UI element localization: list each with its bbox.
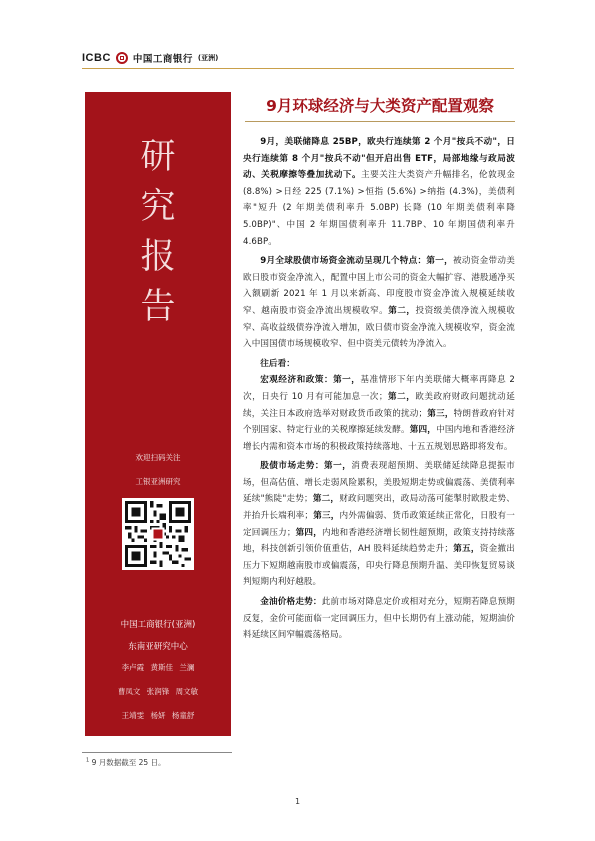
flows-second-lead: 第二， [388, 305, 416, 316]
summary-lead: 9月，美联储降息 25BP，欧央行连续第 2 个月"按兵不动"，日央行连续第 8 个月"按兵不动"但开启出售 ETF，局部地缘与政局波动、关税摩擦等叠加扰动下。 [243, 137, 515, 181]
macro-text-2: 欧美政府财政问题扰动延续，关注日本政府选举对财政货币政策的扰动； [243, 391, 515, 419]
authors-row: 曹凤文 张润锋 周文敏 [117, 687, 199, 696]
paragraph-macro [243, 372, 515, 455]
footnote-mark: 1 [86, 757, 90, 764]
paragraph-markets [243, 458, 515, 591]
markets-lead: 股债市场走势：第一， [260, 461, 352, 472]
macro-text-3: 特朗普政府针对个别国家、特定行业的关税摩擦延续发酵。 [243, 408, 515, 436]
footnote-text: 9 月数据截至 25 日。 [91, 758, 166, 767]
qr-code-icon [125, 501, 191, 567]
macro-third-lead: 第三， [427, 408, 454, 419]
report-title: 9月环球经济与大类资产配置观察 [266, 97, 494, 115]
macro-fourth-lead: 第四， [409, 425, 437, 436]
commodities-text: 此前市场对降息定价或相对充分，短期若降息预期反复，金价可能面临一定回调压力，但中长期仍有上涨动能，短期油价料延续区间窄幅震荡格局。 [243, 597, 515, 641]
scan-caption-2: 工银亚洲研究 [135, 477, 181, 486]
header-divider [82, 68, 514, 69]
authors-row: 李卢霞 黄斯佳 兰澜 [121, 663, 195, 672]
sidebar-char: 研 [140, 137, 176, 177]
sidebar [85, 92, 231, 736]
paragraph-flows [243, 253, 515, 353]
sidebar-vertical-title [85, 132, 231, 332]
page-number: 1 [294, 797, 301, 806]
paragraph-commodities [243, 594, 515, 644]
markets-third-lead: 第三， [313, 511, 340, 522]
macro-second-lead: 第二， [387, 391, 416, 402]
scan-caption-1: 欢迎扫码关注 [135, 453, 181, 462]
flows-text-1: 被动资金带动美欧日股市资金净流入，配置中国上市公司的资金大幅扩容、港股通净买入额刷新 2021 年 1 月以来新高、印度股市资金净流入规模延续收窄、越南股市资金净流出规模收窄。 [243, 256, 515, 316]
macro-text-4: 中国内地和香港经济增长内需和资本市场的积极政策持续落地、十五五规划思路即将发布。 [243, 425, 515, 452]
markets-text-2: 财政问题突出，政局动荡可能掣肘欧股走势、并抬升长端利率； [243, 494, 515, 522]
markets-fourth-lead: 第四， [295, 527, 322, 538]
sidebar-char: 告 [140, 287, 176, 327]
sidebar-char: 报 [140, 237, 176, 277]
macro-lead: 宏观经济和政策：第一， [260, 375, 361, 386]
icbc-emblem-icon [116, 52, 128, 64]
title-divider [245, 121, 515, 122]
commodities-lead: 金油价格走势： [260, 597, 322, 608]
markets-text-4: 内地和香港经济增长韧性超预期，政策支持持续落地，科技创新引领价值重估，AH 股料延续趋势走升； [243, 527, 515, 555]
authors-row: 王靖雯 杨妍 杨童舒 [121, 711, 195, 720]
logo-en: ICBC [82, 52, 111, 64]
sidebar-char: 究 [140, 187, 176, 227]
flows-text-2: 投资级美债净流入规模收窄、高收益级债券净流入增加，欧日债市资金净流入规模收窄，资金流入中国国债市场规模收窄、但中资美元债转为净流入。 [243, 305, 515, 350]
qr-code[interactable] [122, 498, 194, 570]
summary-text: 主要关注大类资产升幅排名，伦敦现金 (8.8%) >日经 225 (7.1%) >恒指 (5.6%) >纳指 (4.3%)，美债利率"短升 (2 年期美债利率升 5.0BP) 长降 (10 年期美债利率降 5.0BP)"、中国 2 年期国债利率升 11.7BP、10 年期国债利率升 4.6BP。 [243, 170, 515, 247]
logo-sub: (亚洲) [197, 54, 219, 62]
flows-lead: 9月全球股债市场资金流动呈现几个特点：第一， [260, 256, 453, 267]
markets-text-5: 资金撤出压力下短期越南股市或偏震荡，印央行降息预期升温、美印恢复贸易谈判短期内利好越股。 [243, 544, 515, 588]
markets-second-lead: 第二， [312, 494, 340, 505]
markets-fifth-lead: 第五， [453, 544, 480, 555]
bank-name: 中国工商银行(亚洲) [120, 620, 196, 630]
markets-text-1: 消费表现超预期、美联储延续降息提振市场，但高估值、增长走弱风险累积，美股短期走势或偏震荡、美债利率延续"熊陡"走势； [243, 461, 515, 505]
logo-cn: 中国工商银行 [132, 54, 193, 65]
research-center-name: 东南亚研究中心 [128, 642, 188, 652]
report-body [243, 134, 515, 647]
footnote [86, 757, 166, 768]
icbc-logo [82, 50, 218, 66]
outlook-heading: 往后看： [260, 358, 295, 369]
markets-text-3: 内外需偏弱、货币政策延续正常化，日股有一定回调压力； [243, 511, 515, 538]
paragraph-summary [243, 134, 515, 250]
macro-text-1: 基准情形下年内美联储大概率再降息 2 次，日央行 10 月有可能加息一次； [243, 375, 515, 402]
footnote-divider [82, 752, 232, 753]
